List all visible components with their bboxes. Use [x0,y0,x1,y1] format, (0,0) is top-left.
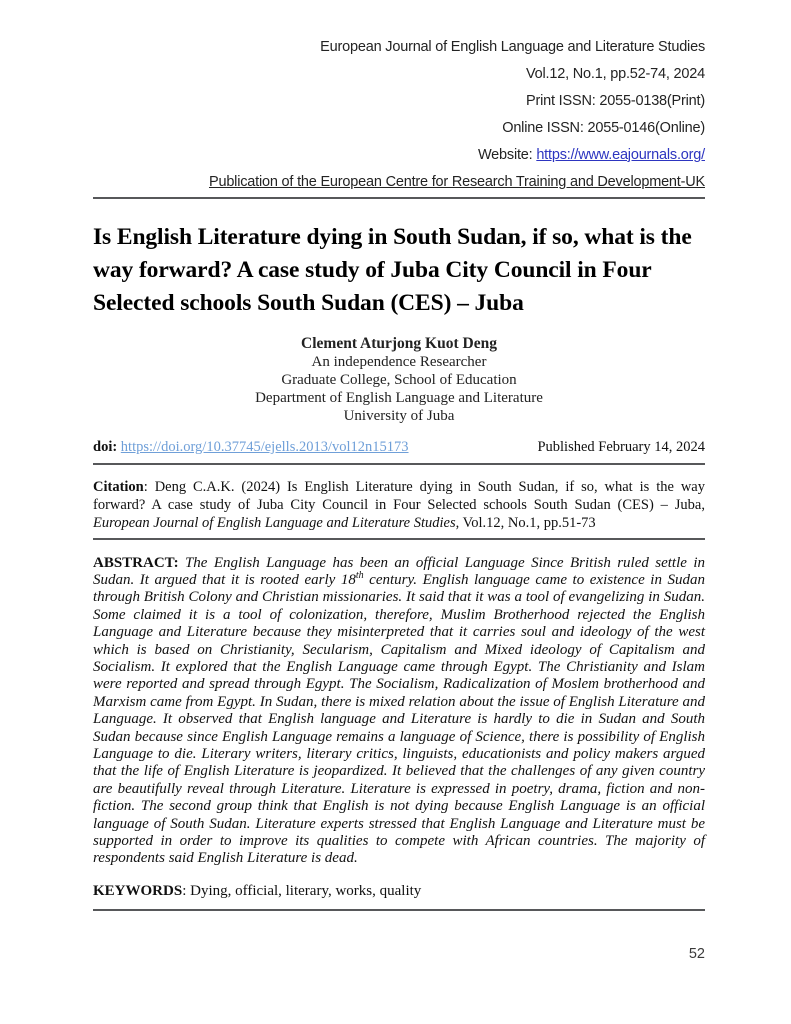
abstract-paragraph [93,555,705,868]
page-number: 52 [688,946,705,962]
journal-header [93,34,705,199]
citation-paragraph [93,478,705,540]
keywords-text: : Dying, official, literary, works, quality [182,882,422,899]
citation-text: : Deng C.A.K. (2024) Is English Literature dying in South Sudan, if so, what is the way forward? A case study of Juba City Council in Four Selected schools South Sudan (CES) – Juba, [93,479,705,513]
footer-rule [93,909,705,911]
superscript-th: th [355,569,364,581]
citation-label: Citation [93,479,144,495]
author-name: Clement Aturjong Kuot Deng [301,335,497,352]
doi-link[interactable]: https://doi.org/10.37745/ejells.2013/vol12n15173 [120,439,409,455]
citation-journal-name: European Journal of English Language and Literature Studies [93,515,456,531]
publication-line [93,169,705,199]
website-label: Website: [477,147,537,163]
journal-volume-info: Vol.12, No.1, pp.52-74, 2024 [525,66,705,82]
author-affiliation: An independence Researcher [311,354,487,370]
author-affiliation: Graduate College, School of Education [281,372,517,388]
citation-pages: , Vol.12, No.1, pp.51-73 [455,515,596,531]
author-block [93,335,705,425]
article-title: Is English Literature dying in South Sudan, if so, what is the way forward? A case study of Juba City Council in Four Selected schools South Sudan (CES) – Juba [93,224,692,316]
print-issn: Print ISSN: 2055-0138(Print) [526,93,705,109]
website-link[interactable]: https://www.eajournals.org/ [536,147,705,163]
doi-row [93,439,705,465]
abstract-label: ABSTRACT: [93,554,185,571]
doi-label: doi: [93,439,121,455]
author-affiliation: Department of English Language and Literature [255,390,543,406]
author-affiliation: University of Juba [343,408,455,424]
online-issn: Online ISSN: 2055-0146(Online) [502,120,705,136]
keywords-label: KEYWORDS [93,882,183,899]
journal-name: European Journal of English Language and Literature Studies [320,39,705,55]
published-date: Published February 14, 2024 [537,439,705,455]
website-line [93,142,705,169]
abstract-text: The English Language has been an official Language Since British ruled settle in Sudan. It argued that it is rooted early 18th century. English language came to existence in Sudan through British Colony and Christian missionaries. It said that it was a tool of evangelizing in Sudan. Some claimed it is a tool of colonization, therefore, Muslim Brotherhood rejected the English Language and Literature because they misinterpreted that it carries soul and ideology of the west which is based on Christianity, Secularism, Capitalism and Mixed ideology of Capitalism and Socialism. It explored that the English Language came through Egypt. The Christianity and Islam were reported and spread through Egypt. The Socialism, Radicalization of Moslem brotherhood and Marxism came from Egypt. In Sudan, there is mixed relation about the issue of English Literature and Language. It observed that English language and Literature is hardly to die in Sudan and South Sudan because since English Language remains a language of Science, there is possibility of English Language to die. Literary writers, literary critics, linguists, educationists and policy makers argued that the life of English Literature is jeopardized. It believed that the challenges of any given country are beautifully reveal through Literature. Literature is expressed in poetry, drama, fiction and non-fiction. The second group think that English is not dying because English Language is an official language of South Sudan. Literature experts stressed that English Language and Literature must be supported in order to improve its qualities to compete with African countries. The majority of respondents said English Literature is dead. [93,554,705,867]
doi-line [93,439,409,456]
publication-text: Publication of the European Centre for Research Training and Development-UK [208,174,705,190]
keywords-line [93,883,705,900]
